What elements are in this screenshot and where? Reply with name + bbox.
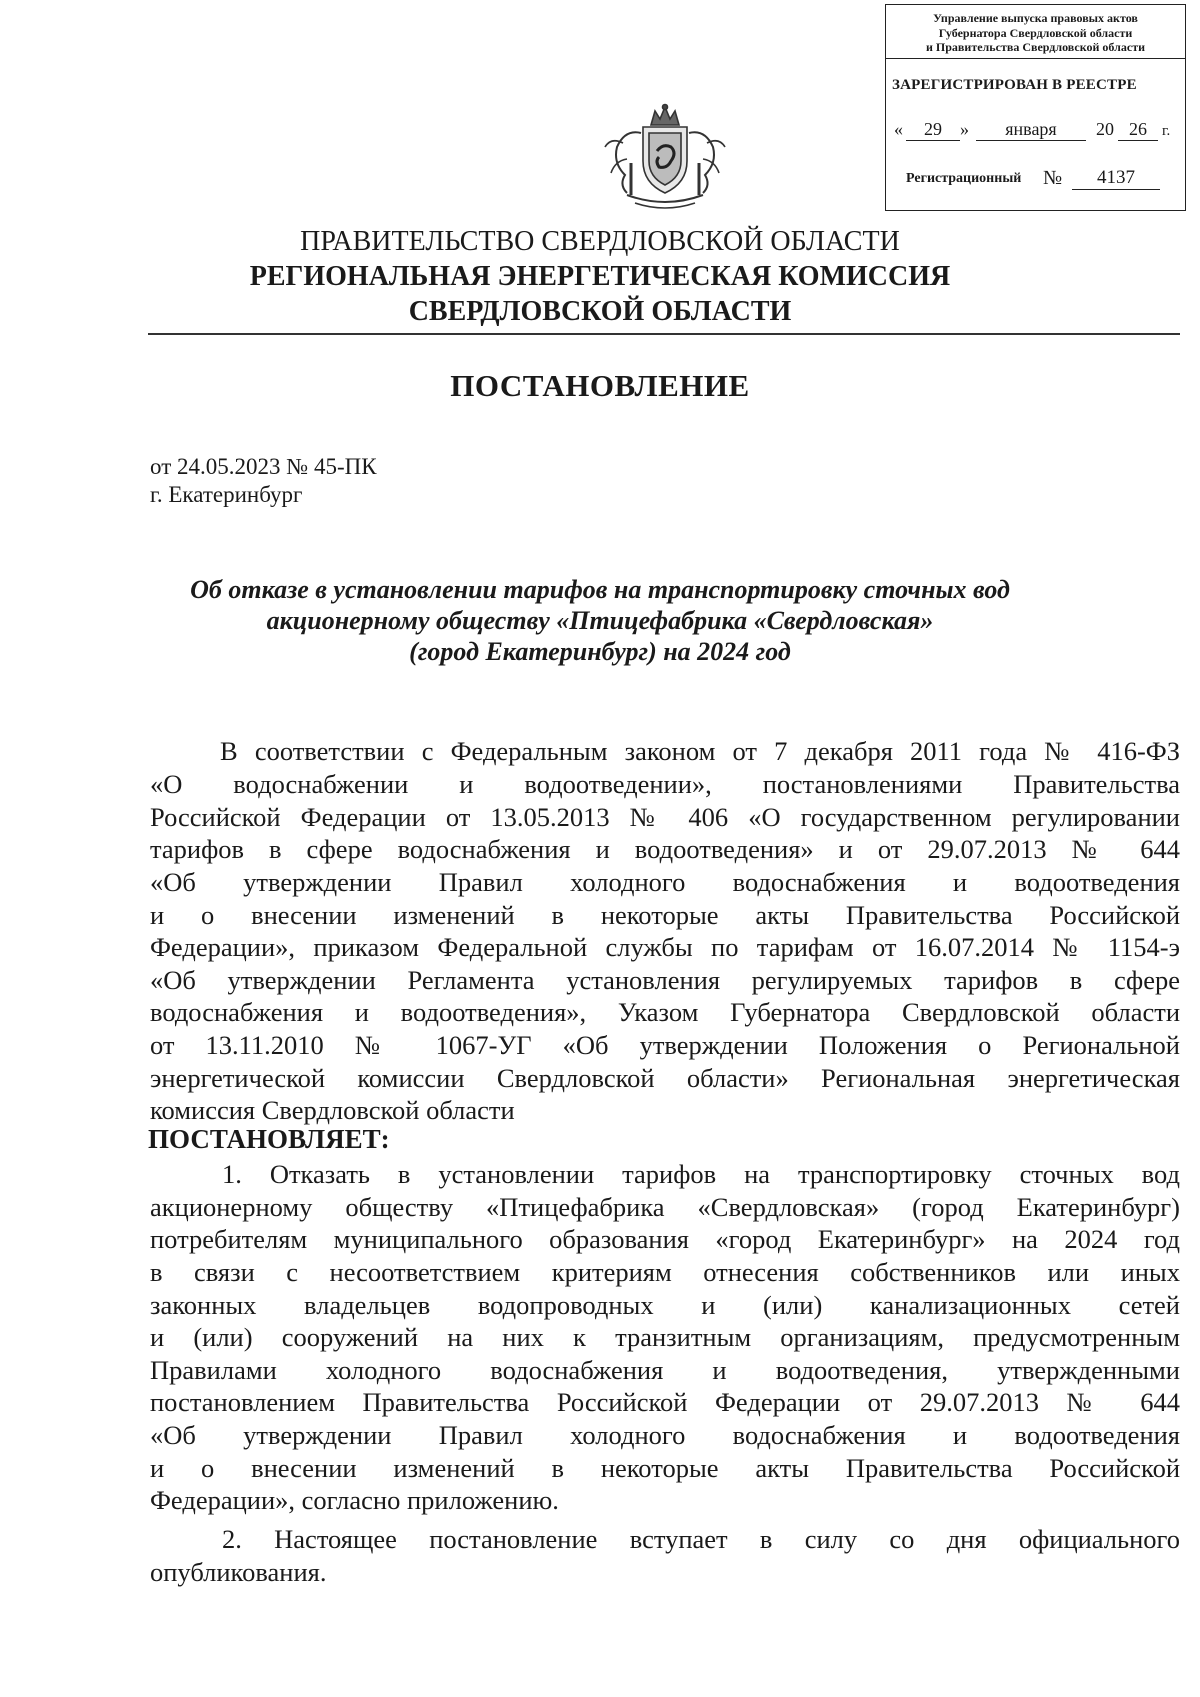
subject-line: акционерному обществу «Птицефабрика «Свердловская» [266, 606, 934, 635]
preamble-line: от 13.11.2010 № 1067-УГ «Об утверждении Положения о Региональной [150, 1030, 1180, 1060]
stamp-day: 29 [906, 119, 960, 141]
subject-line: Об отказе в установлении тарифов на транспортировку сточных вод [190, 575, 1010, 604]
commission-name-line1: РЕГИОНАЛЬНАЯ ЭНЕРГЕТИЧЕСКАЯ КОМИССИЯ [249, 261, 951, 292]
coat-of-arms-emblem [597, 103, 733, 213]
document-type-title: ПОСТАНОВЛЕНИЕ [450, 368, 750, 403]
item1-line: «Об утверждении Правил холодного водоснабжения и водоотведения [150, 1420, 1180, 1450]
stamp-close-quote: » [960, 119, 969, 139]
subject-line: (город Екатеринбург) на 2024 год [409, 637, 791, 666]
item1-line: Федерации», согласно приложению. [150, 1485, 559, 1515]
item1-line: акционерному обществу «Птицефабрика «Свердловская» (город Екатеринбург) [150, 1192, 1180, 1222]
preamble-line: энергетической комиссии Свердловской области» Региональная энергетическая [150, 1063, 1180, 1093]
stamp-month: января [976, 119, 1086, 141]
item1-line: и (или) сооружений на них к транзитным организациям, предусмотренным [150, 1322, 1180, 1352]
preamble-line: и о внесении изменений в некоторые акты Правительства Российской [150, 900, 1180, 930]
stamp-year-abbr: г. [1162, 123, 1171, 139]
stamp-year-prefix: 20 [1096, 119, 1114, 139]
stamp-reg-number: 4137 [1072, 167, 1160, 190]
stamp-reg-label: Регистрационный [906, 171, 1022, 186]
item1-line: законных владельцев водопроводных и (или) канализационных сетей [150, 1290, 1180, 1320]
document-city: г. Екатеринбург [150, 482, 303, 507]
stamp-date [886, 119, 1185, 145]
preamble-line: Российской Федерации от 13.05.2013 № 406 «О государственном регулировании [150, 802, 1180, 832]
preamble-line: «О водоснабжении и водоотведении», постановлениями Правительства [150, 769, 1180, 799]
stamp-office-name [886, 5, 1185, 59]
preamble-line: комиссия Свердловской области [150, 1095, 515, 1125]
header-divider [148, 333, 1180, 335]
stamp-office-line: Губернатора Свердловской области [938, 25, 1133, 40]
item1-line: и о внесении изменений в некоторые акты Правительства Российской [150, 1453, 1180, 1483]
preamble-line: «Об утверждении Правил холодного водоснабжения и водоотведения [150, 867, 1180, 897]
item1-line: в связи с несоответствием критериям отнесения собственников или иных [150, 1257, 1180, 1287]
stamp-office-line: и Правительства Свердловской области [926, 40, 1145, 54]
preamble-line: Федерации», приказом Федеральной службы по тарифам от 16.07.2014 № 1154-э [150, 932, 1180, 962]
resolves-heading: ПОСТАНОВЛЯЕТ: [148, 1124, 390, 1154]
item1-line: Правилами холодного водоснабжения и водоотведения, утвержденными [150, 1355, 1180, 1385]
item2-line: 2. Настоящее постановление вступает в силу со дня официального [222, 1524, 1180, 1554]
item1-line: 1. Отказать в установлении тарифов на транспортировку сточных вод [222, 1159, 1180, 1189]
preamble-line: В соответствии с Федеральным законом от 7 декабря 2011 года № 416-ФЗ [220, 736, 1180, 766]
preamble-line: водоснабжения и водоотведения», Указом Губернатора Свердловской области [150, 997, 1180, 1027]
preamble-line: тарифов в сфере водоснабжения и водоотведения» и от 29.07.2013 № 644 [150, 834, 1180, 864]
commission-name-line2: СВЕРДЛОВСКОЙ ОБЛАСТИ [408, 296, 792, 327]
stamp-year-suffix: 26 [1118, 119, 1158, 141]
stamp-registered-label: ЗАРЕГИСТРИРОВАН В РЕЕСТРЕ [892, 77, 1137, 93]
preamble-line: «Об утверждении Регламента установления регулируемых тарифов в сфере [150, 965, 1180, 995]
registration-stamp [885, 4, 1186, 211]
item1-line: постановлением Правительства Российской Федерации от 29.07.2013 № 644 [150, 1387, 1180, 1417]
item2-line: опубликования. [150, 1557, 327, 1587]
stamp-office-line: Управление выпуска правовых актов [933, 11, 1138, 25]
document-date-number: от 24.05.2023 № 45-ПК [150, 454, 377, 479]
stamp-number-sign: № [1043, 167, 1063, 189]
government-name: ПРАВИТЕЛЬСТВО СВЕРДЛОВСКОЙ ОБЛАСТИ [300, 226, 900, 257]
stamp-registration-number [906, 167, 1186, 193]
stamp-open-quote: « [894, 119, 903, 139]
item1-line: потребителям муниципального образования «город Екатеринбург» на 2024 год [150, 1224, 1180, 1254]
